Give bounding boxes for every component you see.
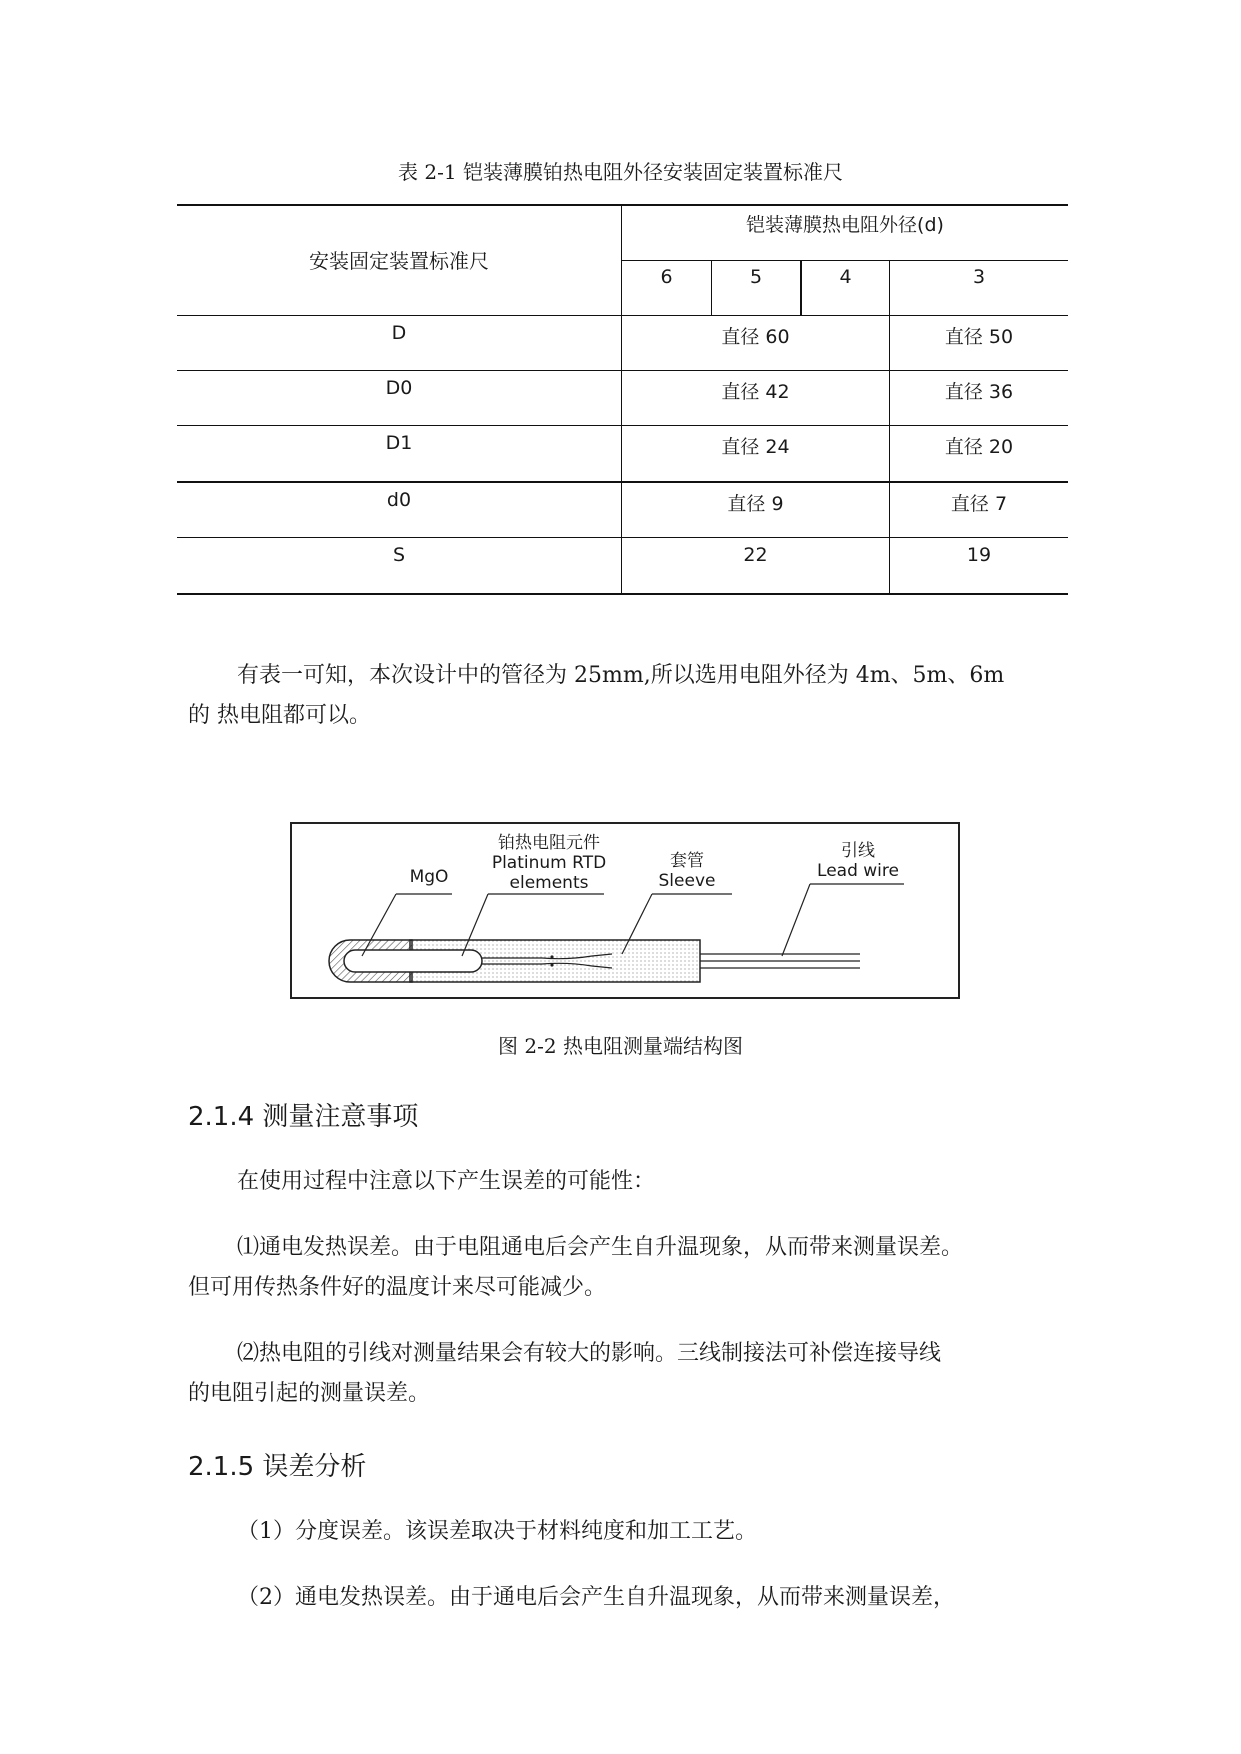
dimension-table: [177, 204, 1068, 595]
rtd-structure-figure: [290, 822, 960, 999]
value-cell: 直径 7: [950, 493, 1008, 515]
label-sleeve-cn: 套管: [670, 851, 704, 871]
value-cell: 直径 20: [944, 436, 1014, 458]
table-rule: [177, 425, 1068, 426]
label-pt-en: Platinum RTD: [491, 853, 607, 873]
paragraph-line: 的 热电阻都可以。: [188, 703, 371, 728]
label-pt-cn: 铂热电阻元件: [498, 833, 600, 853]
label-sleeve-en: Sleeve: [658, 871, 716, 891]
value-cell: 直径 24: [721, 436, 790, 458]
value-cell: 直径 42: [721, 381, 790, 403]
section-heading: 2.1.5 误差分析: [188, 1452, 367, 1482]
table-caption: 表 2-1 铠装薄膜铂热电阻外径安装固定装置标准尺: [398, 160, 843, 184]
diameter-cell: 6: [660, 266, 673, 288]
row-label-cell: D0: [385, 377, 413, 399]
paragraph-line: 在使用过程中注意以下产生误差的可能性：: [237, 1169, 656, 1194]
row-label-cell: S: [392, 544, 406, 566]
label-pt-en2: elements: [509, 873, 589, 893]
row-label-cell: d0: [386, 489, 412, 511]
paragraph-line: （1）分度误差。该误差取决于材料纯度和加工工艺。: [237, 1519, 757, 1544]
value-cell: 直径 50: [944, 326, 1014, 348]
row-label-cell: D: [391, 322, 407, 344]
paragraph-line: ⑴通电发热误差。由于电阻通电后会产生自升温现象，从而带来测量误差。: [237, 1235, 964, 1260]
paragraph-line: 有表一可知，本次设计中的管径为 25mm,所以选用电阻外径为 4m、5m、6m: [237, 663, 1005, 688]
row-header-cell: 安装固定装置标准尺: [309, 249, 489, 273]
table-rule: [177, 370, 1068, 371]
row-label-cell: D1: [385, 432, 413, 454]
diameter-cell: 4: [839, 266, 852, 288]
diameter-cell: 5: [749, 266, 763, 288]
table-rule-bottom: [177, 593, 1068, 595]
table-rule: [177, 537, 1068, 538]
section-heading: 2.1.4 测量注意事项: [188, 1102, 419, 1132]
diameter-cell: 3: [972, 266, 986, 288]
label-lead-en: Lead wire: [817, 861, 899, 881]
paragraph-line: （2）通电发热误差。由于通电后会产生自升温现象，从而带来测量误差，: [237, 1585, 955, 1610]
value-cell: 直径 36: [944, 381, 1014, 403]
group-header-cell: 铠装薄膜热电阻外径(d): [746, 214, 944, 236]
value-cell: 直径 60: [721, 326, 790, 348]
value-cell: 19: [966, 544, 992, 566]
label-mgo: MgO: [409, 867, 449, 887]
figure-caption: 图 2-2 热电阻测量端结构图: [498, 1034, 743, 1058]
table-rule: [177, 481, 1068, 483]
paragraph-line: 的电阻引起的测量误差。: [188, 1381, 431, 1406]
paragraph-line: 但可用传热条件好的温度计来尽可能减少。: [188, 1275, 607, 1300]
value-cell: 22: [743, 544, 768, 566]
label-lead-cn: 引线: [841, 841, 875, 861]
value-cell: 直径 9: [727, 493, 784, 515]
paragraph-line: ⑵热电阻的引线对测量结果会有较大的影响。三线制接法可补偿连接导线: [237, 1341, 942, 1366]
table-rule-subheader: [622, 260, 1068, 261]
rtd-element: [344, 950, 482, 972]
table-rule-header: [177, 315, 1068, 316]
